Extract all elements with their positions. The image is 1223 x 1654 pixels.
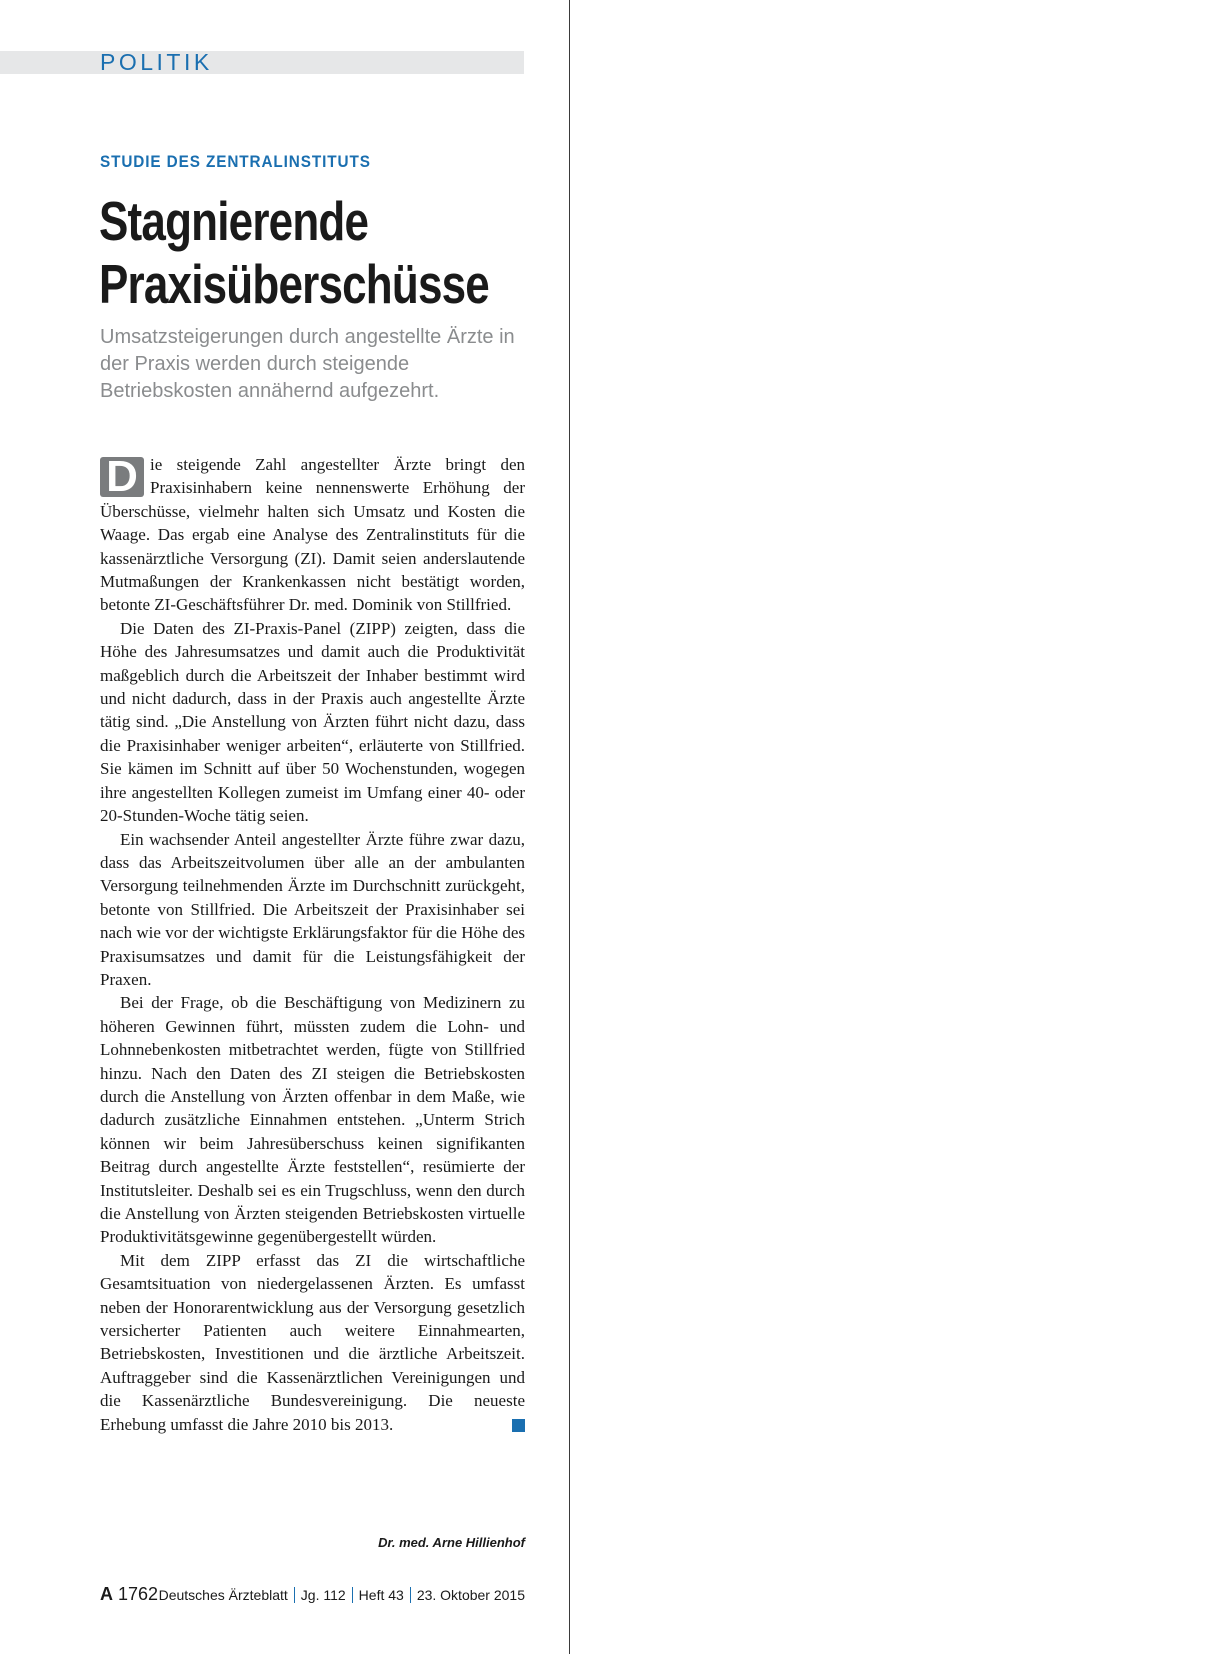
body-paragraph-5 [100,1249,525,1436]
body-paragraph-1-text: ie steigende Zahl angestellter Ärzte bringt den Praxisinhabern keine nennenswerte Erhöhung der Überschüsse, vielmehr halten sich Umsatz und Kosten die Waage. Das ergab eine Analyse des Zentralinstituts für die kassenärztliche Versorgung (ZI). Damit seien anderslautende Mutmaßungen der Krankenkassen nicht bestätigt worden, betonte ZI-Geschäftsführer Dr. med. Dominik von Stillfried. [100,455,525,615]
article-kicker: STUDIE DES ZENTRALINSTITUTS [100,152,371,171]
end-of-article-square-icon [512,1419,525,1432]
body-paragraph-1 [100,453,525,617]
page-folio [100,1582,158,1606]
headline-line-1: Stagnierende [99,190,369,252]
body-paragraph-4: Bei der Frage, ob die Beschäftigung von Medizinern zu höheren Gewinnen führt, müssten zudem die Lohn- und Lohnnebenkosten mitbetrachtet werden, fügte von Stillfried hinzu. Nach den Daten des ZI steigen die Betriebskosten durch die Anstellung von Ärzten offenbar in dem Maße, wie dadurch zusätzliche Einnahmen entstehen. „Unterm Strich können wir beim Jahresüberschuss keinen signifikanten Beitrag durch angestellte Ärzte feststellen“, resümierte der Institutsleiter. Deshalb sei es ein Trugschluss, wenn den durch die Anstellung von Ärzten steigenden Betriebskosten virtuelle Produktivitätsgewinne gegenübergestellt würden. [100,993,525,1247]
journal-info [159,1585,525,1605]
drop-cap: D [100,457,144,497]
page-footer [100,1582,525,1606]
author-byline: Dr. med. Arne Hillienhof [378,1535,525,1550]
journal-issue: Heft 43 [358,1587,404,1603]
section-rubric: POLITIK [100,49,213,75]
body-paragraph-5-text: Mit dem ZIPP erfasst das ZI die wirtschaftliche Gesamtsituation von niedergelassenen Ärzten. Es umfasst neben der Honorarentwicklung aus der Versorgung gesetzlich versicherter Patienten auch weitere Einnahmearten, Betriebskosten, Investitionen und die ärztliche Arbeitszeit. Auftraggeber sind die Kassenärztlichen Vereinigungen und die Kassenärztliche Bundesvereinigung. Die neueste Erhebung umfasst die Jahre 2010 bis 2013. [100,1250,525,1434]
page-number: 1762 [118,1584,159,1604]
article-lead: Umsatzsteigerungen durch angestellte Ärzte in der Praxis werden durch steigende Betriebskosten annähernd aufgezehrt. [100,326,515,402]
body-paragraph-3: Ein wachsender Anteil angestellter Ärzte führe zwar dazu, dass das Arbeitszeitvolumen über alle an der ambulanten Versorgung teilnehmenden Ärzte im Durchschnitt zurückgeht, betonte von Stillfried. Die Arbeitszeit der Praxisinhaber sei nach wie vor der wichtigste Erklärungsfaktor für die Höhe des Praxisumsatzes und damit für die Leistungsfähigkeit der Praxen. [100,829,525,989]
separator [410,1587,411,1603]
body-paragraph-2: Die Daten des ZI-Praxis-Panel (ZIPP) zeigten, dass die Höhe des Jahresumsatzes und damit auch die Produktivität maßgeblich durch die Arbeitszeit der Inhaber bestimmt wird und nicht dadurch, dass in der Praxis auch angestellte Ärzte tätig sind. „Die Anstellung von Ärzten führt nicht dazu, dass die Praxisinhaber weniger arbeiten“, erläuterte von Stillfried. Sie kämen im Schnitt auf über 50 Wochenstunden, wogegen ihre angestellten Kollegen zumeist im Umfang einer 40- oder 20-Stunden-Woche tätig seien. [100,618,525,826]
journal-name: Deutsches Ärzteblatt [158,1587,288,1603]
journal-volume: Jg. 112 [300,1587,346,1603]
rubric-bar [0,51,524,74]
article-headline [99,190,515,316]
separator [352,1587,353,1603]
separator [294,1587,295,1603]
headline-line-2: Praxisüberschüsse [99,253,489,315]
section-letter: A [100,1584,113,1604]
journal-date: 23. Oktober 2015 [416,1587,525,1603]
article-body [100,453,525,1436]
column-divider [569,0,570,1654]
